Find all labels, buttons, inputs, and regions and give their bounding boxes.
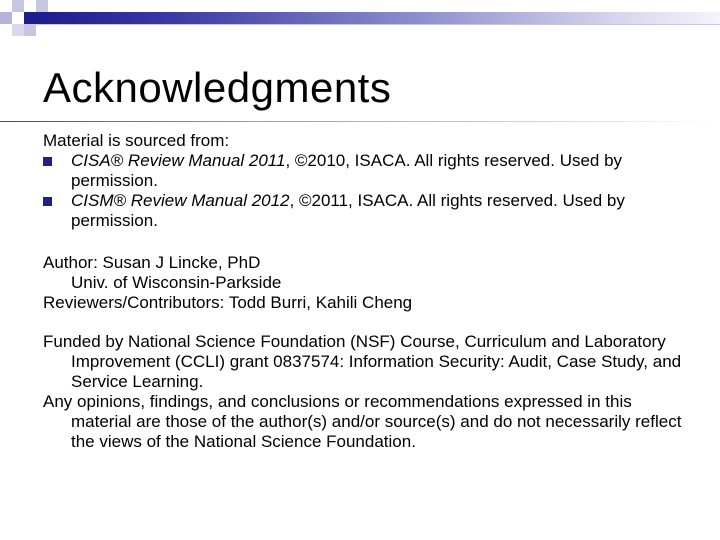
- source-item: [43, 151, 693, 191]
- slide-title: Acknowledgments: [43, 64, 392, 111]
- source-title: CISA® Review Manual 2011: [71, 151, 286, 170]
- slide-body: [43, 131, 693, 452]
- reviewers-line: Reviewers/Contributors: Todd Burri, Kahili Cheng: [43, 293, 413, 312]
- square-bullet-icon: [43, 157, 52, 166]
- funding-statement: Funded by National Science Foundation (NSF) Course, Curriculum and Laboratory Improvement (CCLI) grant 0837574: Information Security: Audit, Case Study, and Service Learning.: [43, 332, 682, 391]
- source-details: , ©2011, ISACA. All rights reserved. Used by permission.: [71, 191, 625, 230]
- sources-intro: Material is sourced from:: [43, 131, 230, 150]
- disclaimer-statement: Any opinions, findings, and conclusions or recommendations expressed in this material are those of the author(s) and/or source(s) and do not necessarily reflect the views of the National Science Foundation.: [43, 392, 682, 451]
- header-gradient-bar: [36, 12, 720, 24]
- source-item: [43, 191, 693, 231]
- author-affiliation: Univ. of Wisconsin-Parkside: [71, 273, 282, 292]
- header-rule: [36, 24, 720, 25]
- source-details: , ©2010, ISACA. All rights reserved. Used by permission.: [71, 151, 623, 190]
- square-bullet-icon: [43, 197, 52, 206]
- title-divider: [0, 121, 720, 122]
- source-title: CISM® Review Manual 2012: [71, 191, 290, 210]
- author-line: Author: Susan J Lincke, PhD: [43, 253, 261, 272]
